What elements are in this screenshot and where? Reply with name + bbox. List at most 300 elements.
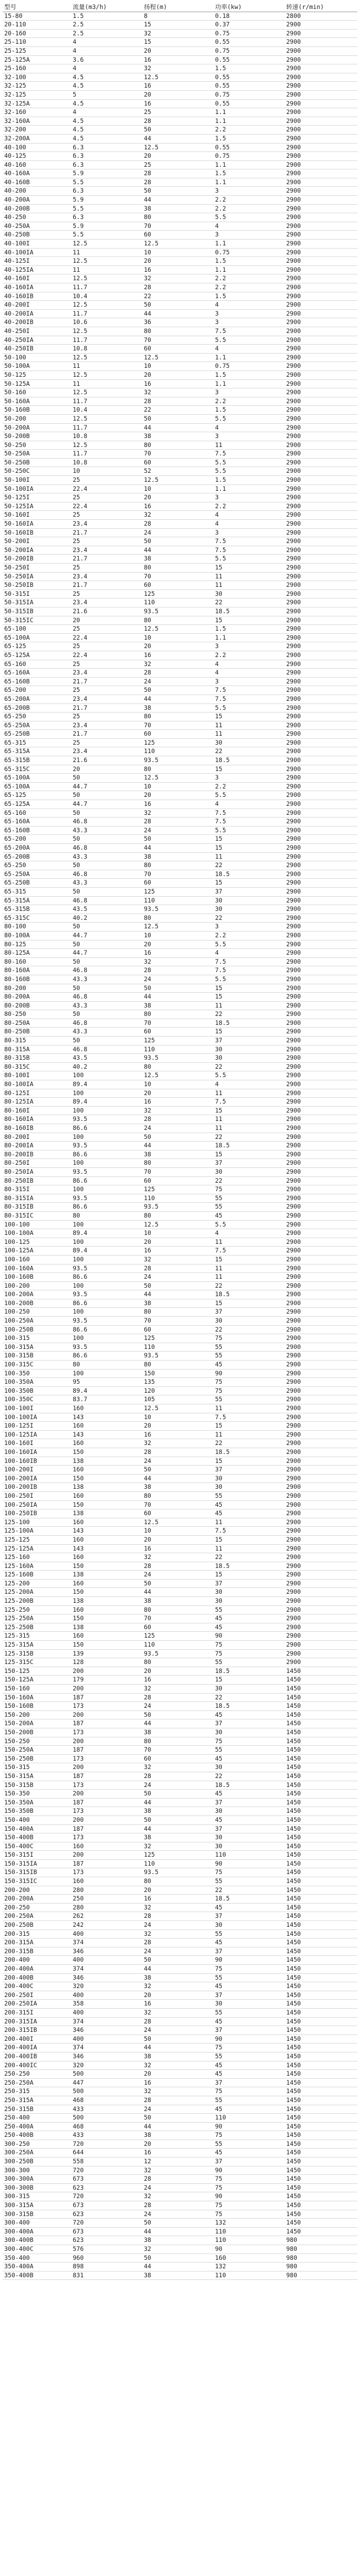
cell-speed: 2900 bbox=[285, 1001, 357, 1010]
cell-model: 200-400IB bbox=[3, 2052, 71, 2061]
cell-head: 93.5 bbox=[142, 1054, 213, 1063]
cell-model: 300-315A bbox=[3, 2201, 71, 2210]
cell-speed: 2900 bbox=[285, 265, 357, 274]
table-row bbox=[3, 134, 357, 143]
cell-flow: 25 bbox=[71, 686, 142, 695]
cell-head: 70 bbox=[142, 1614, 213, 1623]
cell-head: 24 bbox=[142, 2026, 213, 2035]
cell-speed: 2900 bbox=[285, 712, 357, 721]
cell-speed: 2900 bbox=[285, 1641, 357, 1650]
cell-flow: 86.6 bbox=[71, 1273, 142, 1282]
table-row bbox=[3, 2114, 357, 2123]
cell-head: 110 bbox=[142, 896, 213, 905]
cell-power: 5.5 bbox=[213, 213, 285, 222]
cell-flow: 50 bbox=[71, 835, 142, 844]
cell-flow: 150 bbox=[71, 1614, 142, 1623]
table-row bbox=[3, 1290, 357, 1299]
cell-power: 90 bbox=[213, 1632, 285, 1641]
cell-head: 80 bbox=[142, 914, 213, 923]
cell-speed: 2900 bbox=[285, 870, 357, 879]
cell-power: 0.75 bbox=[213, 46, 285, 55]
cell-head: 28 bbox=[142, 966, 213, 975]
table-row bbox=[3, 1667, 357, 1676]
cell-model: 150-315B bbox=[3, 1781, 71, 1790]
cell-power: 30 bbox=[213, 1728, 285, 1737]
cell-head: 38 bbox=[142, 2236, 213, 2245]
cell-flow: 95 bbox=[71, 1378, 142, 1387]
table-row bbox=[3, 90, 357, 99]
cell-speed: 2900 bbox=[285, 1579, 357, 1588]
cell-head: 24 bbox=[142, 1571, 213, 1580]
cell-flow: 46.8 bbox=[71, 818, 142, 826]
cell-model: 40-100IA bbox=[3, 248, 71, 257]
cell-power: 55 bbox=[213, 1605, 285, 1614]
cell-flow: 50 bbox=[71, 809, 142, 818]
table-row bbox=[3, 1571, 357, 1580]
cell-head: 44 bbox=[142, 1588, 213, 1597]
table-row bbox=[3, 835, 357, 844]
cell-model: 40-250 bbox=[3, 213, 71, 222]
cell-flow: 160 bbox=[71, 1466, 142, 1475]
cell-flow: 346 bbox=[71, 1973, 142, 1982]
table-row bbox=[3, 1790, 357, 1799]
cell-flow: 280 bbox=[71, 1903, 142, 1912]
table-row bbox=[3, 1710, 357, 1719]
cell-power: 5.5 bbox=[213, 458, 285, 467]
table-row bbox=[3, 2227, 357, 2236]
cell-model: 32-160A bbox=[3, 117, 71, 126]
cell-model: 40-200IA bbox=[3, 309, 71, 318]
cell-flow: 173 bbox=[71, 1702, 142, 1711]
cell-model: 100-125A bbox=[3, 1247, 71, 1256]
cell-speed: 2900 bbox=[285, 1352, 357, 1361]
cell-power: 2.2 bbox=[213, 196, 285, 205]
table-row bbox=[3, 2210, 357, 2219]
table-row bbox=[3, 887, 357, 896]
cell-model: 40-160B bbox=[3, 178, 71, 187]
cell-power: 45 bbox=[213, 2149, 285, 2157]
cell-power: 1.5 bbox=[213, 370, 285, 379]
cell-power: 5.5 bbox=[213, 704, 285, 712]
cell-speed: 1450 bbox=[285, 1842, 357, 1851]
cell-power: 7.5 bbox=[213, 686, 285, 695]
cell-flow: 22.4 bbox=[71, 633, 142, 642]
cell-head: 16 bbox=[142, 1676, 213, 1685]
cell-model: 50-250A bbox=[3, 450, 71, 459]
table-row bbox=[3, 1641, 357, 1650]
cell-speed: 2900 bbox=[285, 1448, 357, 1457]
cell-head: 32 bbox=[142, 1553, 213, 1562]
cell-head: 28 bbox=[142, 397, 213, 406]
table-row bbox=[3, 388, 357, 397]
cell-power: 45 bbox=[213, 1754, 285, 1763]
cell-model: 50-160I bbox=[3, 511, 71, 520]
cell-speed: 2900 bbox=[285, 99, 357, 108]
cell-flow: 160 bbox=[71, 1439, 142, 1448]
cell-speed: 1450 bbox=[285, 2131, 357, 2140]
cell-power: 37 bbox=[213, 1719, 285, 1728]
cell-speed: 2900 bbox=[285, 1422, 357, 1431]
cell-model: 150-315I bbox=[3, 1851, 71, 1860]
cell-speed: 2900 bbox=[285, 896, 357, 905]
cell-head: 50 bbox=[142, 1956, 213, 1965]
cell-head: 28 bbox=[142, 1448, 213, 1457]
cell-power: 0.75 bbox=[213, 29, 285, 38]
cell-model: 200-250A bbox=[3, 1912, 71, 1921]
cell-model: 50-250B bbox=[3, 458, 71, 467]
cell-head: 60 bbox=[142, 1176, 213, 1185]
cell-head: 38 bbox=[142, 1728, 213, 1737]
cell-head: 80 bbox=[142, 564, 213, 573]
cell-flow: 10 bbox=[71, 467, 142, 476]
cell-flow: 200 bbox=[71, 1851, 142, 1860]
cell-model: 80-100 bbox=[3, 923, 71, 931]
table-row bbox=[3, 2061, 357, 2070]
cell-head: 50 bbox=[142, 1281, 213, 1290]
cell-flow: 4.5 bbox=[71, 82, 142, 91]
cell-model: 50-250I bbox=[3, 564, 71, 573]
cell-flow: 160 bbox=[71, 1518, 142, 1527]
cell-power: 7.5 bbox=[213, 818, 285, 826]
cell-head: 28 bbox=[142, 2175, 213, 2184]
cell-power: 15 bbox=[213, 564, 285, 573]
cell-speed: 2900 bbox=[285, 362, 357, 371]
cell-flow: 160 bbox=[71, 1579, 142, 1588]
cell-power: 45 bbox=[213, 1815, 285, 1824]
cell-speed: 2900 bbox=[285, 1290, 357, 1299]
cell-speed: 2900 bbox=[285, 1544, 357, 1553]
cell-flow: 23.4 bbox=[71, 695, 142, 704]
cell-model: 100-315B bbox=[3, 1352, 71, 1361]
cell-power: 3 bbox=[213, 318, 285, 327]
cell-model: 80-315I bbox=[3, 1185, 71, 1194]
cell-power: 11 bbox=[213, 1001, 285, 1010]
table-row bbox=[3, 870, 357, 879]
table-row bbox=[3, 844, 357, 853]
cell-model: 125-160B bbox=[3, 1571, 71, 1580]
cell-model: 50-125I bbox=[3, 493, 71, 502]
cell-head: 50 bbox=[142, 2035, 213, 2043]
cell-speed: 2900 bbox=[285, 1150, 357, 1159]
table-row bbox=[3, 46, 357, 55]
cell-head: 32 bbox=[142, 809, 213, 818]
cell-flow: 433 bbox=[71, 2131, 142, 2140]
table-row bbox=[3, 213, 357, 222]
cell-model: 65-315C bbox=[3, 914, 71, 923]
cell-model: 300-400 bbox=[3, 2219, 71, 2228]
cell-speed: 2900 bbox=[285, 1474, 357, 1483]
table-row bbox=[3, 1886, 357, 1895]
cell-flow: 160 bbox=[71, 1535, 142, 1544]
cell-speed: 1450 bbox=[285, 2175, 357, 2184]
table-row bbox=[3, 1185, 357, 1194]
cell-model: 50-315IC bbox=[3, 616, 71, 625]
cell-model: 125-200B bbox=[3, 1597, 71, 1606]
cell-model: 100-350 bbox=[3, 1369, 71, 1378]
cell-flow: 187 bbox=[71, 1859, 142, 1868]
cell-model: 100-250A bbox=[3, 1317, 71, 1326]
cell-speed: 2900 bbox=[285, 388, 357, 397]
cell-power: 55 bbox=[213, 1203, 285, 1212]
cell-flow: 11 bbox=[71, 248, 142, 257]
cell-flow: 143 bbox=[71, 1527, 142, 1536]
table-row bbox=[3, 642, 357, 651]
cell-head: 50 bbox=[142, 1466, 213, 1475]
cell-flow: 400 bbox=[71, 1956, 142, 1965]
table-row bbox=[3, 520, 357, 529]
cell-speed: 1450 bbox=[285, 1947, 357, 1956]
cell-speed: 2900 bbox=[285, 669, 357, 678]
cell-head: 20 bbox=[142, 642, 213, 651]
table-row bbox=[3, 309, 357, 318]
cell-model: 80-315C bbox=[3, 1062, 71, 1071]
cell-head: 44 bbox=[142, 1290, 213, 1299]
cell-model: 65-200A bbox=[3, 844, 71, 853]
cell-speed: 2900 bbox=[285, 73, 357, 82]
cell-head: 24 bbox=[142, 2210, 213, 2219]
cell-model: 100-315C bbox=[3, 1361, 71, 1370]
cell-speed: 2900 bbox=[285, 809, 357, 818]
cell-flow: 12.5 bbox=[71, 257, 142, 266]
table-row bbox=[3, 625, 357, 634]
cell-flow: 12.5 bbox=[71, 240, 142, 249]
cell-power: 37 bbox=[213, 1798, 285, 1807]
cell-flow: 320 bbox=[71, 2061, 142, 2070]
cell-head: 32 bbox=[142, 660, 213, 669]
cell-model: 50-125A bbox=[3, 379, 71, 388]
table-row bbox=[3, 248, 357, 257]
table-row bbox=[3, 1527, 357, 1536]
header-head: 扬程(m) bbox=[142, 3, 213, 12]
cell-flow: 173 bbox=[71, 1781, 142, 1790]
cell-power: 1.1 bbox=[213, 484, 285, 493]
cell-model: 250-400B bbox=[3, 2131, 71, 2140]
cell-head: 24 bbox=[142, 975, 213, 984]
cell-flow: 50 bbox=[71, 984, 142, 993]
cell-power: 0.55 bbox=[213, 55, 285, 64]
cell-head: 32 bbox=[142, 1255, 213, 1264]
cell-model: 150-315IA bbox=[3, 1859, 71, 1868]
table-row bbox=[3, 957, 357, 966]
cell-power: 2.2 bbox=[213, 651, 285, 660]
cell-speed: 2900 bbox=[285, 1037, 357, 1045]
cell-speed: 2900 bbox=[285, 1089, 357, 1098]
cell-flow: 100 bbox=[71, 1220, 142, 1229]
table-row bbox=[3, 1422, 357, 1431]
cell-power: 18.5 bbox=[213, 1702, 285, 1711]
table-row bbox=[3, 1544, 357, 1553]
cell-head: 8 bbox=[142, 12, 213, 21]
cell-model: 80-200IA bbox=[3, 1142, 71, 1151]
cell-model: 100-250I bbox=[3, 1491, 71, 1500]
cell-model: 50-200A bbox=[3, 423, 71, 432]
cell-speed: 2900 bbox=[285, 738, 357, 747]
cell-speed: 2900 bbox=[285, 143, 357, 152]
cell-model: 32-125 bbox=[3, 90, 71, 99]
table-row bbox=[3, 1781, 357, 1790]
table-row bbox=[3, 923, 357, 931]
cell-speed: 2900 bbox=[285, 187, 357, 196]
cell-head: 32 bbox=[142, 511, 213, 520]
cell-power: 15 bbox=[213, 844, 285, 853]
cell-flow: 831 bbox=[71, 2271, 142, 2280]
cell-head: 28 bbox=[142, 520, 213, 529]
cell-power: 75 bbox=[213, 2131, 285, 2140]
cell-speed: 1450 bbox=[285, 1710, 357, 1719]
cell-speed: 2900 bbox=[285, 1632, 357, 1641]
cell-flow: 89.4 bbox=[71, 1247, 142, 1256]
cell-flow: 11 bbox=[71, 362, 142, 371]
cell-speed: 1450 bbox=[285, 2149, 357, 2157]
cell-flow: 4.5 bbox=[71, 73, 142, 82]
cell-power: 75 bbox=[213, 2210, 285, 2219]
cell-flow: 40.2 bbox=[71, 914, 142, 923]
cell-head: 80 bbox=[142, 616, 213, 625]
table-row bbox=[3, 1466, 357, 1475]
cell-model: 200-400 bbox=[3, 1956, 71, 1965]
table-row bbox=[3, 1676, 357, 1685]
cell-power: 15 bbox=[213, 712, 285, 721]
cell-flow: 12.5 bbox=[71, 301, 142, 310]
cell-flow: 673 bbox=[71, 2175, 142, 2184]
cell-head: 12.5 bbox=[142, 774, 213, 783]
cell-head: 38 bbox=[142, 1150, 213, 1159]
cell-speed: 1450 bbox=[285, 1956, 357, 1965]
cell-model: 32-100 bbox=[3, 73, 71, 82]
cell-power: 45 bbox=[213, 1710, 285, 1719]
cell-head: 10 bbox=[142, 1527, 213, 1536]
cell-power: 37 bbox=[213, 1579, 285, 1588]
cell-speed: 2900 bbox=[285, 1124, 357, 1133]
cell-flow: 44.7 bbox=[71, 931, 142, 940]
cell-head: 28 bbox=[142, 669, 213, 678]
table-row bbox=[3, 1167, 357, 1176]
cell-flow: 558 bbox=[71, 2157, 142, 2166]
cell-model: 100-100I bbox=[3, 1404, 71, 1413]
cell-speed: 1450 bbox=[285, 2096, 357, 2105]
cell-head: 80 bbox=[142, 213, 213, 222]
cell-head: 80 bbox=[142, 712, 213, 721]
cell-power: 22 bbox=[213, 1553, 285, 1562]
cell-speed: 2900 bbox=[285, 240, 357, 249]
cell-head: 20 bbox=[142, 1422, 213, 1431]
cell-head: 93.5 bbox=[142, 1352, 213, 1361]
cell-model: 50-315I bbox=[3, 590, 71, 598]
cell-speed: 2900 bbox=[285, 1597, 357, 1606]
cell-model: 100-100IA bbox=[3, 1413, 71, 1422]
cell-power: 11 bbox=[213, 1115, 285, 1124]
table-row bbox=[3, 1229, 357, 1238]
table-row bbox=[3, 1343, 357, 1352]
cell-power: 90 bbox=[213, 2122, 285, 2131]
cell-head: 80 bbox=[142, 861, 213, 870]
cell-head: 22 bbox=[142, 406, 213, 415]
cell-speed: 2900 bbox=[285, 616, 357, 625]
cell-model: 20-160 bbox=[3, 29, 71, 38]
table-row bbox=[3, 12, 357, 21]
cell-power: 4 bbox=[213, 345, 285, 354]
cell-head: 28 bbox=[142, 2017, 213, 2026]
table-row bbox=[3, 397, 357, 406]
cell-head: 32 bbox=[142, 1106, 213, 1115]
table-row bbox=[3, 1921, 357, 1930]
cell-speed: 2900 bbox=[285, 581, 357, 590]
cell-speed: 2900 bbox=[285, 1098, 357, 1107]
cell-flow: 160 bbox=[71, 1553, 142, 1562]
cell-power: 2.2 bbox=[213, 283, 285, 292]
cell-head: 24 bbox=[142, 1124, 213, 1133]
cell-flow: 100 bbox=[71, 1159, 142, 1168]
cell-speed: 2900 bbox=[285, 283, 357, 292]
cell-flow: 21.7 bbox=[71, 730, 142, 739]
cell-speed: 1450 bbox=[285, 1903, 357, 1912]
cell-head: 28 bbox=[142, 1938, 213, 1947]
table-row bbox=[3, 677, 357, 686]
table-row bbox=[3, 1448, 357, 1457]
cell-power: 1.5 bbox=[213, 406, 285, 415]
header-power: 功率(kw) bbox=[213, 3, 285, 12]
cell-model: 100-160A bbox=[3, 1264, 71, 1273]
table-row bbox=[3, 345, 357, 354]
cell-model: 50-160B bbox=[3, 406, 71, 415]
cell-model: 40-125 bbox=[3, 152, 71, 161]
cell-power: 15 bbox=[213, 1255, 285, 1264]
cell-model: 50-100I bbox=[3, 476, 71, 485]
table-row bbox=[3, 484, 357, 493]
cell-flow: 25 bbox=[71, 511, 142, 520]
cell-power: 2.2 bbox=[213, 126, 285, 135]
table-row bbox=[3, 1413, 357, 1422]
cell-power: 3 bbox=[213, 528, 285, 537]
cell-head: 50 bbox=[142, 984, 213, 993]
cell-model: 80-315IC bbox=[3, 1211, 71, 1220]
cell-head: 110 bbox=[142, 747, 213, 756]
cell-model: 100-100A bbox=[3, 1229, 71, 1238]
table-row bbox=[3, 1080, 357, 1089]
cell-power: 1.5 bbox=[213, 64, 285, 73]
table-row bbox=[3, 502, 357, 511]
cell-flow: 173 bbox=[71, 1807, 142, 1816]
cell-flow: 23.4 bbox=[71, 520, 142, 529]
cell-head: 28 bbox=[142, 818, 213, 826]
cell-speed: 1450 bbox=[285, 1815, 357, 1824]
cell-head: 12.5 bbox=[142, 625, 213, 634]
table-row bbox=[3, 1150, 357, 1159]
cell-flow: 200 bbox=[71, 1815, 142, 1824]
table-row bbox=[3, 546, 357, 555]
cell-power: 30 bbox=[213, 905, 285, 914]
cell-head: 22 bbox=[142, 292, 213, 301]
cell-model: 65-160B bbox=[3, 677, 71, 686]
cell-speed: 2900 bbox=[285, 555, 357, 564]
table-row bbox=[3, 1868, 357, 1877]
cell-power: 3 bbox=[213, 493, 285, 502]
cell-model: 65-250B bbox=[3, 879, 71, 888]
cell-flow: 25 bbox=[71, 660, 142, 669]
cell-power: 110 bbox=[213, 1851, 285, 1860]
cell-power: 1.5 bbox=[213, 292, 285, 301]
header-speed: 转速(r/min) bbox=[285, 3, 357, 12]
cell-flow: 23.4 bbox=[71, 669, 142, 678]
cell-power: 110 bbox=[213, 2227, 285, 2236]
cell-model: 150-400B bbox=[3, 1833, 71, 1842]
cell-head: 50 bbox=[142, 187, 213, 196]
cell-model: 80-160IA bbox=[3, 1115, 71, 1124]
cell-power: 22 bbox=[213, 598, 285, 607]
table-row bbox=[3, 1124, 357, 1133]
table-row bbox=[3, 1518, 357, 1527]
cell-flow: 11.7 bbox=[71, 423, 142, 432]
